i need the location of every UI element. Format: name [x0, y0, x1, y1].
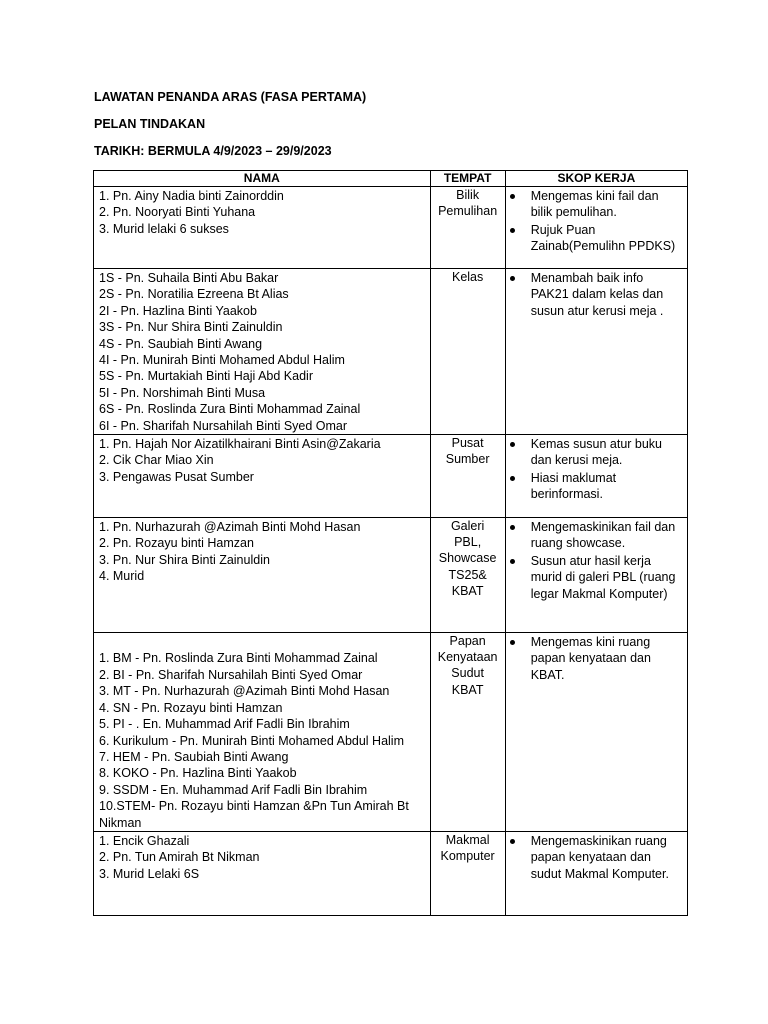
scope-item: Rujuk Puan Zainab(Pemulihn PPDKS)	[531, 222, 681, 255]
action-plan-table	[93, 170, 688, 916]
scope-item: Mengemaskinikan fail dan ruang showcase.	[531, 519, 681, 552]
scope-list	[506, 187, 687, 255]
name-item: 5I - Pn. Norshimah Binti Musa	[99, 385, 266, 400]
name-item: 2. Pn. Nooryati Binti Yuhana	[99, 205, 256, 220]
name-item: 1. Encik Ghazali	[99, 833, 190, 848]
scope-item: Susun atur hasil kerja murid di galeri PBL (ruang legar Makmal Komputer)	[531, 553, 681, 602]
scope-list	[506, 435, 687, 503]
nama-cell	[94, 518, 431, 633]
place-line: Sudut	[451, 666, 484, 681]
name-item: 6. Kurikulum - Pn. Munirah Binti Mohamed Abdul Halim	[99, 733, 404, 748]
skop-kerja-cell	[505, 187, 687, 269]
name-item: 6I - Pn. Sharifah Nursahilah Binti Syed Omar	[99, 418, 348, 433]
nama-cell	[94, 187, 431, 269]
table-row	[94, 831, 688, 915]
name-item: 2S - Pn. Noratilia Ezreena Bt Alias	[99, 287, 289, 302]
document-subtitle: PELAN TINDAKAN	[94, 117, 206, 131]
nama-cell	[94, 435, 431, 518]
tempat-cell	[430, 633, 505, 832]
scope-list	[506, 269, 687, 319]
nama-cell	[94, 831, 431, 915]
name-item: 5S - Pn. Murtakiah Binti Haji Abd Kadir	[99, 369, 313, 384]
skop-kerja-cell	[505, 269, 687, 435]
skop-kerja-cell	[505, 831, 687, 915]
document-title: LAWATAN PENANDA ARAS (FASA PERTAMA)	[94, 90, 367, 104]
header-nama: NAMA	[94, 171, 431, 187]
tempat-cell	[430, 269, 505, 435]
place-line: Kenyataan	[437, 650, 498, 665]
place-line: KBAT	[451, 583, 484, 598]
place-line: KBAT	[451, 682, 484, 697]
name-list	[94, 269, 430, 434]
place-line: Makmal	[445, 832, 490, 847]
date-line: TARIKH: BERMULA 4/9/2023 – 29/9/2023	[94, 144, 332, 158]
table-row	[94, 518, 688, 633]
name-item	[99, 634, 427, 650]
name-item: 2. BI - Pn. Sharifah Nursahilah Binti Syed Omar	[99, 667, 363, 682]
scope-list	[506, 832, 687, 882]
scope-item: Mengemas kini fail dan bilik pemulihan.	[531, 188, 681, 221]
name-item: 3. MT - Pn. Nurhazurah @Azimah Binti Mohd Hasan	[99, 684, 390, 699]
place-line: Papan	[449, 634, 486, 649]
name-item: 9. SSDM - En. Muhammad Arif Fadli Bin Ibrahim	[99, 782, 368, 797]
name-list	[94, 633, 430, 831]
name-item: 1. Pn. Ainy Nadia binti Zainorddin	[99, 189, 284, 203]
table-header-row	[94, 171, 688, 187]
skop-kerja-cell	[505, 435, 687, 518]
nama-cell	[94, 269, 431, 435]
place-line: Pusat	[451, 436, 484, 451]
name-item: 8. KOKO - Pn. Hazlina Binti Yaakob	[99, 766, 297, 781]
place-line: Pemulihan	[438, 204, 498, 219]
name-item: 3S - Pn. Nur Shira Binti Zainuldin	[99, 320, 283, 335]
table-row	[94, 633, 688, 832]
name-item: 1. Pn. Nurhazurah @Azimah Binti Mohd Hasan	[99, 520, 361, 535]
place-line: TS25&	[448, 567, 487, 582]
tempat-cell	[430, 518, 505, 633]
header-skop-kerja: SKOP KERJA	[505, 171, 687, 187]
name-item: 4. Murid	[99, 569, 145, 584]
scope-list	[506, 518, 687, 602]
name-item: 1. Pn. Hajah Nor Aizatilkhairani Binti Asin@Zakaria	[99, 437, 381, 452]
place-line: Kelas	[451, 270, 484, 284]
table-row	[94, 435, 688, 518]
name-item: 5. PI - . En. Muhammad Arif Fadli Bin Ibrahim	[99, 717, 350, 732]
place-line: Komputer	[440, 849, 495, 864]
name-item: 2. Pn. Rozayu binti Hamzan	[99, 536, 254, 551]
name-item: 3. Pn. Nur Shira Binti Zainuldin	[99, 552, 270, 567]
name-list	[94, 832, 430, 882]
scope-list	[506, 633, 687, 683]
name-item: 1. BM - Pn. Roslinda Zura Binti Mohammad Zainal	[99, 651, 378, 666]
name-item: 3. Murid lelaki 6 sukses	[99, 221, 229, 236]
name-item: 2. Cik Char Miao Xin	[99, 453, 214, 468]
tempat-cell	[430, 831, 505, 915]
name-list	[94, 435, 430, 485]
place-line: Showcase	[438, 551, 497, 566]
place-line: Bilik	[456, 188, 480, 202]
place-line: Galeri	[450, 519, 485, 534]
name-item: 3. Murid Lelaki 6S	[99, 866, 200, 881]
table-row	[94, 269, 688, 435]
name-item: 1S - Pn. Suhaila Binti Abu Bakar	[99, 271, 279, 285]
name-item: 2. Pn. Tun Amirah Bt Nikman	[99, 850, 260, 865]
nama-cell	[94, 633, 431, 832]
place-line: Sumber	[445, 452, 490, 467]
scope-item: Mengemas kini ruang papan kenyataan dan KBAT.	[531, 634, 681, 683]
skop-kerja-cell	[505, 633, 687, 832]
name-item: 4S - Pn. Saubiah Binti Awang	[99, 336, 263, 351]
place-line: PBL,	[454, 535, 482, 550]
tempat-cell	[430, 187, 505, 269]
name-item: 4I - Pn. Munirah Binti Mohamed Abdul Halim	[99, 353, 345, 368]
name-item: 4. SN - Pn. Rozayu binti Hamzan	[99, 700, 283, 715]
name-item: 10.STEM- Pn. Rozayu binti Hamzan &Pn Tun Amirah Bt Nikman	[99, 799, 409, 830]
name-list	[94, 187, 430, 237]
name-list	[94, 518, 430, 585]
skop-kerja-cell	[505, 518, 687, 633]
scope-item: Mengemaskinikan ruang papan kenyataan dan sudut Makmal Komputer.	[531, 833, 681, 882]
name-item: 3. Pengawas Pusat Sumber	[99, 469, 254, 484]
name-item: 7. HEM - Pn. Saubiah Binti Awang	[99, 749, 289, 764]
scope-item: Hiasi maklumat berinformasi.	[531, 470, 681, 503]
name-item: 6S - Pn. Roslinda Zura Binti Mohammad Zainal	[99, 402, 361, 417]
table-row	[94, 187, 688, 269]
scope-item: Kemas susun atur buku dan kerusi meja.	[531, 436, 681, 469]
tempat-cell	[430, 435, 505, 518]
scope-item: Menambah baik info PAK21 dalam kelas dan susun atur kerusi meja .	[531, 270, 681, 319]
name-item: 2I - Pn. Hazlina Binti Yaakob	[99, 303, 257, 318]
header-tempat: TEMPAT	[430, 171, 505, 187]
